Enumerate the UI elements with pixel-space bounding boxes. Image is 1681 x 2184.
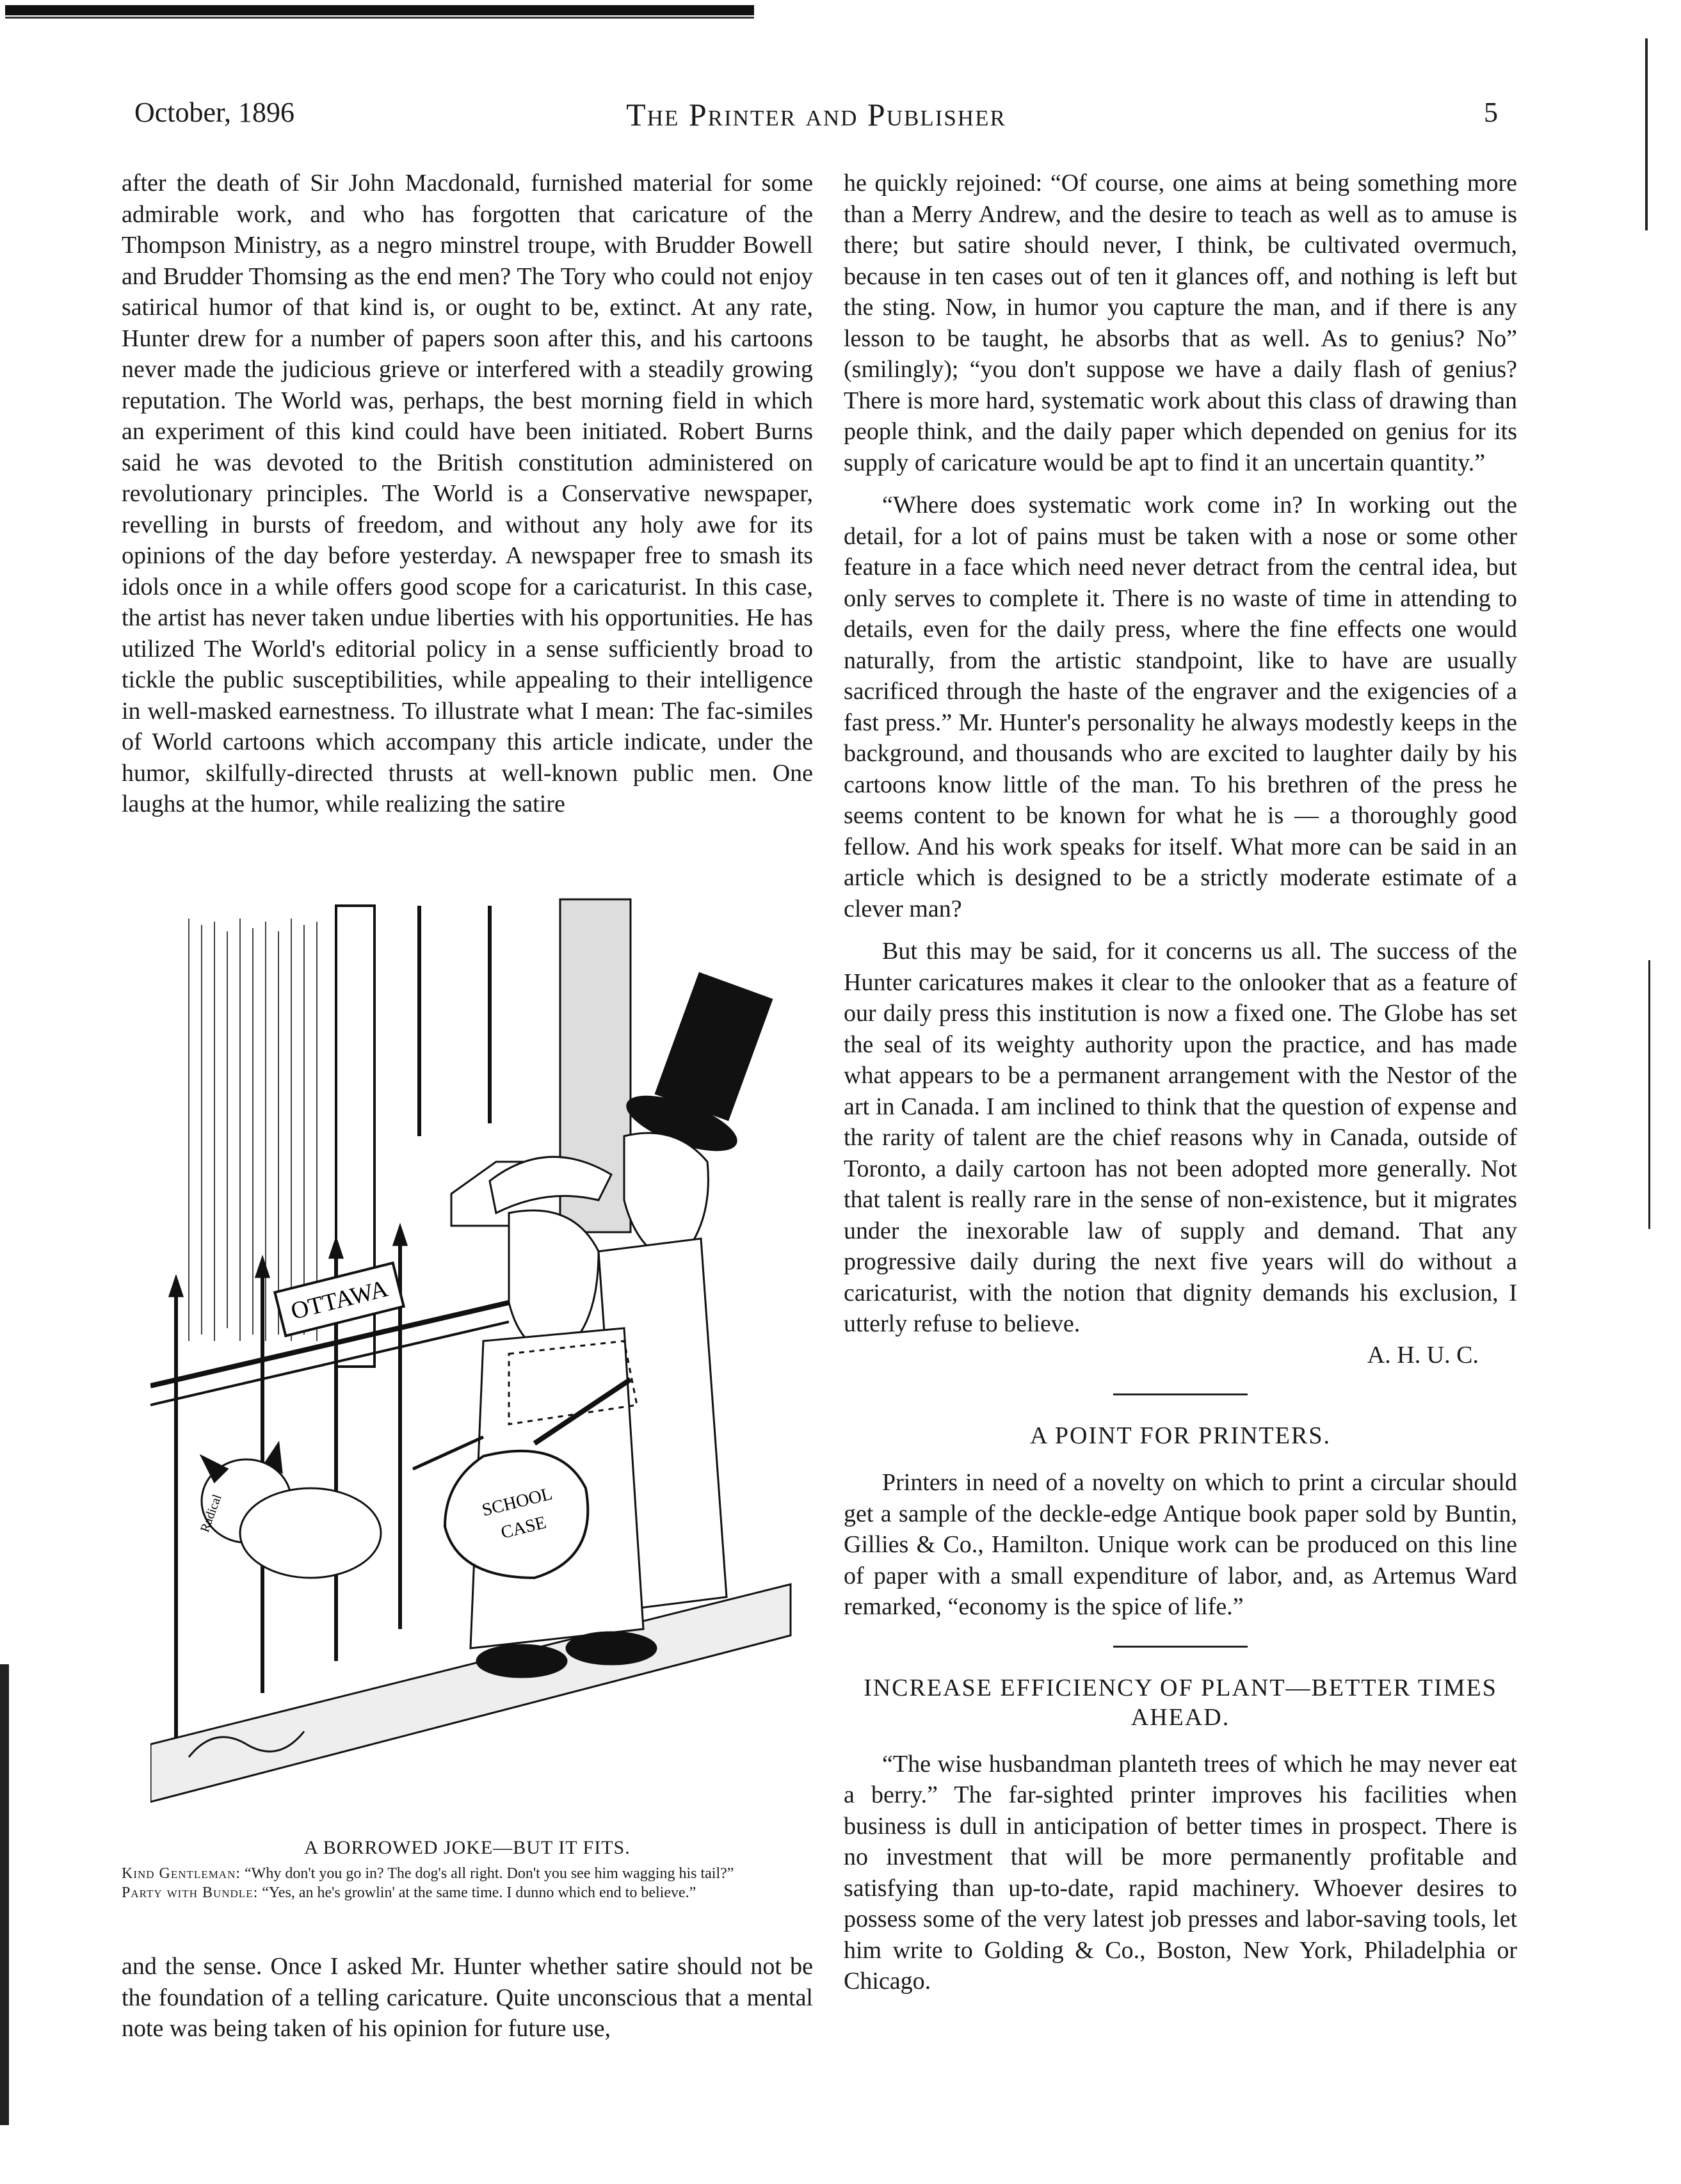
- dog-collar-text: Radical: [198, 1492, 225, 1534]
- bag-label-case: CASE: [499, 1513, 549, 1543]
- scan-edge-mark: [0, 1664, 9, 2125]
- cartoon-caption: [122, 1837, 813, 1902]
- caption-text-2: “Yes, an he's growlin' at the same time. I dunno which end to believe.”: [262, 1884, 696, 1901]
- article-paragraph: “Where does systematic work come in? In working out the detail, for a lot of pains must be taken with a nose or some other feature in a face which need never detract from the central idea, but only serves to complete it. There is no waste of time in attending to details, even for the daily press, where the fine effects one would naturally, from the artistic standpoint, like to have are usually sacrificed through the haste of the engraver and the exigencies of a fast press.” Mr. Hunter's personality he always modestly keeps in the background, and thousands who are excited to laughter daily by his cartoons know little of the man. To his brethren of the press he seems content to be known for what he is — a thoroughly good fellow. And his work speaks for itself. What more can be said in an article which is designed to be a strictly moderate estimate of a clever man?: [844, 492, 1517, 922]
- ottawa-sign-text: OTTAWA: [288, 1274, 391, 1326]
- caption-line-2: [122, 1883, 813, 1902]
- caption-speaker-2: Party with Bundle:: [122, 1884, 259, 1901]
- scan-edge-mark: [1645, 38, 1648, 230]
- issue-date: October, 1896: [134, 97, 294, 128]
- article-paragraph: “The wise husbandman planteth trees of which he may never eat a berry.” The far-sighted printer improves his facilities when business is dull in anticipation of better times in prospect. There is no investment that will be more permanently profitable and satisfying than up-to-date, rapid machinery. Whoever desires to possess some of the very latest job presses and labor-saving tools, let him write to Golding & Co., Boston, New York, Philadelphia or Chicago.: [844, 1750, 1517, 1995]
- page-number: 5: [1484, 97, 1498, 128]
- top-rule-thin: [5, 17, 754, 19]
- right-column: [844, 168, 1517, 2075]
- article-paragraph: and the sense. Once I asked Mr. Hunter whether satire should not be the foundation of a telling caricature. Quite unconscious that a mental note was being taken of his opinion for future use,: [122, 1953, 813, 2042]
- section-heading: A POINT FOR PRINTERS.: [1030, 1422, 1331, 1449]
- caption-line-1: [122, 1864, 813, 1883]
- page-header: [134, 96, 1498, 134]
- caption-speaker-1: Kind Gentleman:: [122, 1865, 241, 1882]
- left-column-top: [122, 168, 813, 891]
- article-paragraph: after the death of Sir John Macdonald, furnished material for some admirable work, and who has forgotten that caricature of the Thompson Ministry, as a negro minstrel troupe, with Brudder Bowell and Brudder Thomsing as the end men? The Tory who could not enjoy satirical humor of that kind is, or ought to be, extinct. At any rate, Hunter drew for a number of papers soon after this, and his cartoons never made the judicious grieve or interfered with a steadily growing reputation. The World was, perhaps, the best morning field in which an experiment of this kind could have been initiated. Robert Burns said he was devoted to the British constitution administered on revolutionary principles. The World is a Conservative newspaper, revelling in bursts of freedom, and without any holy awe for its opinions of the day before yesterday. A newspaper free to smash its idols once in a while offers good scope for a caricaturist. In this case, the artist has never taken undue liberties with his opportunities. He has utilized The World's editorial policy in a sense sufficiently broad to tickle the public susceptibilities, while appealing to their intelligence in well-masked earnestness. To illustrate what I mean: The fac-similes of World cartoons which accompany this article indicate, under the humor, skilfully-directed thrusts at well-known public men. One laughs at the humor, while realizing the satire: [122, 170, 813, 817]
- article-paragraph: But this may be said, for it concerns us all. The success of the Hunter caricatures makes it clear to the onlooker that as a feature of our daily press this institution is now a fixed one. The Globe has set the seal of its weighty authority upon the practice, and has made what appears to be a permanent arrangement with the Nestor of the art in Canada. I am inclined to think that the question of expense and the rarity of talent are the chief reasons why in Canada, outside of Toronto, a daily cartoon has not been adopted more generally. Not that talent is really rare in the sense of non-existence, but it migrates under the inexorable law of supply and demand. That any progressive daily during the next five years will do without a caricaturist, with the notion that dignity demands his exclusion, I utterly refuse to believe.: [844, 938, 1517, 1337]
- article-paragraph: he quickly rejoined: “Of course, one aims at being something more than a Merry Andrew, and the desire to teach as well as to amuse is there; but satire should never, I think, be cultivated overmuch, because in ten cases out of ten it glances off, and nothing is left but the sting. Now, in humor you capture the man, and if there is any lesson to be taught, he absorbs that as well. As to genius? No” (smilingly); “you don't suppose we have a daily flash of genius? There is more hard, systematic work about this class of drawing than people think, and the daily paper which depended on genius for its supply of caricature would be apt to find it an uncertain quantity.”: [844, 170, 1517, 476]
- caption-title: A BORROWED JOKE—BUT IT FITS.: [304, 1837, 631, 1858]
- section-divider: [1113, 1393, 1248, 1395]
- top-rule: [5, 5, 754, 15]
- publication-title: The Printer and Publisher: [626, 97, 1006, 132]
- article-paragraph: Printers in need of a novelty on which to print a circular should get a sample of the deckle-edge Antique book paper sold by Buntin, Gillies & Co., Hamilton. Unique work can be produced on this line of paper with a small expenditure of labor, and, as Artemus Ward remarked, “economy is the spice of life.”: [844, 1469, 1517, 1620]
- bag-label-school: SCHOOL: [479, 1484, 555, 1521]
- caption-text-1: “Why don't you go in? The dog's all right. Don't you see him wagging his tail?”: [245, 1865, 734, 1882]
- left-column-bottom: [122, 1951, 813, 2053]
- section-divider: [1113, 1646, 1248, 1648]
- scan-edge-mark: [1648, 960, 1650, 1229]
- section-heading: INCREASE EFFICIENCY OF PLANT—BETTER TIMES AHEAD.: [864, 1674, 1497, 1731]
- article-signature: A. H. U. C.: [1367, 1341, 1479, 1369]
- cartoon-illustration: [150, 893, 803, 1827]
